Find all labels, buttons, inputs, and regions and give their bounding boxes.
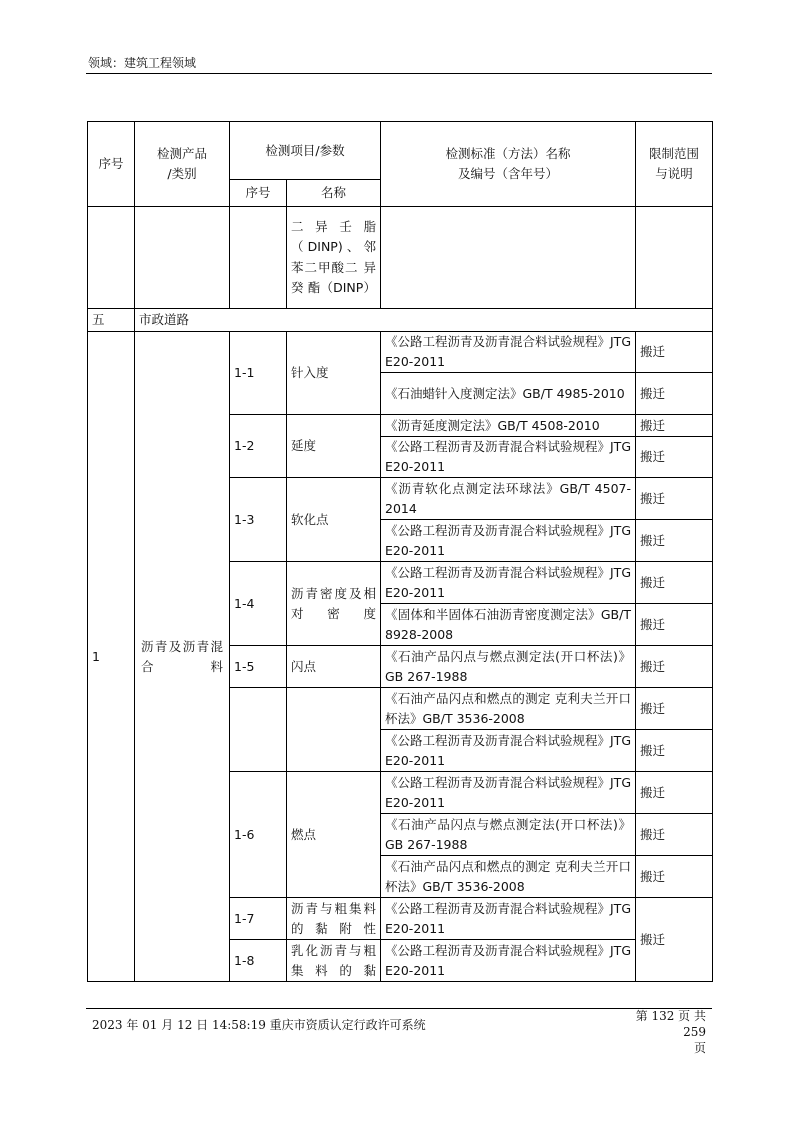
limit-cell: 搬迁 xyxy=(636,373,713,415)
item-name: 燃点 xyxy=(287,772,381,898)
item-code: 1-7 xyxy=(230,898,287,940)
item-code: 1-2 xyxy=(230,415,287,478)
item-name: 沥青密度及相对密度 xyxy=(287,562,381,646)
section-seq: 五 xyxy=(88,309,135,332)
item-code: 1-4 xyxy=(230,562,287,646)
page-number-line2: 页 xyxy=(693,1041,706,1055)
carryover-row xyxy=(88,207,713,309)
item-code: 1-1 xyxy=(230,332,287,415)
item-name: 乳化沥青与粗集料的黏 xyxy=(287,940,381,982)
standard-cell: 《公路工程沥青及沥青混合料试验规程》JTG E20-2011 xyxy=(381,437,636,478)
carryover-standard xyxy=(381,207,636,309)
item-code-cont xyxy=(230,688,287,772)
item-code: 1-3 xyxy=(230,478,287,562)
item-code: 1-8 xyxy=(230,940,287,982)
item-name: 沥青与粗集料的黏附性 xyxy=(287,898,381,940)
standard-cell: 《公路工程沥青及沥青混合料试验规程》JTG E20-2011 xyxy=(381,898,636,940)
page-number xyxy=(612,1008,706,1056)
limit-cell: 搬迁 xyxy=(636,898,713,982)
item-name: 针入度 xyxy=(287,332,381,415)
item-name: 软化点 xyxy=(287,478,381,562)
test-standards-table xyxy=(87,121,713,982)
header-item-seq: 序号 xyxy=(230,180,287,207)
limit-cell: 搬迁 xyxy=(636,856,713,898)
standard-cell: 《石油蜡针入度测定法》GB/T 4985-2010 xyxy=(381,373,636,415)
standard-cell: 《沥青延度测定法》GB/T 4508-2010 xyxy=(381,415,636,437)
carryover-limit xyxy=(636,207,713,309)
header-product: 检测产品 /类别 xyxy=(135,122,230,207)
standard-cell: 《公路工程沥青及沥青混合料试验规程》JTG E20-2011 xyxy=(381,332,636,373)
standard-cell: 《公路工程沥青及沥青混合料试验规程》JTG E20-2011 xyxy=(381,562,636,604)
limit-cell: 搬迁 xyxy=(636,520,713,562)
carryover-item-name: 二 异 壬 脂（DINP)、邻苯二甲酸二 异 癸 酯（DINP） xyxy=(287,207,381,309)
limit-cell: 搬迁 xyxy=(636,437,713,478)
item-code: 1-6 xyxy=(230,772,287,898)
limit-cell: 搬迁 xyxy=(636,646,713,688)
header-limit: 限制范围 与说明 xyxy=(636,122,713,207)
header-row-1 xyxy=(88,122,713,180)
page-number-line1: 第 132 页 共 259 xyxy=(635,1009,706,1039)
standard-cell: 《公路工程沥青及沥青混合料试验规程》JTG E20-2011 xyxy=(381,772,636,814)
limit-cell: 搬迁 xyxy=(636,562,713,604)
limit-cell: 搬迁 xyxy=(636,604,713,646)
carryover-product xyxy=(135,207,230,309)
item-name-cont xyxy=(287,688,381,772)
item-code: 1-5 xyxy=(230,646,287,688)
standard-cell: 《石油产品闪点与燃点测定法(开口杯法)》GB 267-1988 xyxy=(381,814,636,856)
table-row xyxy=(88,332,713,373)
header-rule xyxy=(86,73,712,74)
standard-cell: 《沥青软化点测定法环球法》GB/T 4507-2014 xyxy=(381,478,636,520)
group-seq: 1 xyxy=(88,332,135,982)
standard-cell: 《固体和半固体石油沥青密度测定法》GB/T 8928-2008 xyxy=(381,604,636,646)
limit-cell: 搬迁 xyxy=(636,688,713,730)
section-title: 市政道路 xyxy=(135,309,713,332)
section-row xyxy=(88,309,713,332)
footer-timestamp: 2023 年 01 月 12 日 14:58:19 重庆市资质认定行政许可系统 xyxy=(92,1018,426,1032)
limit-cell: 搬迁 xyxy=(636,478,713,520)
header-seq: 序号 xyxy=(88,122,135,207)
header-item-name: 名称 xyxy=(287,180,381,207)
standard-cell: 《石油产品闪点与燃点测定法(开口杯法)》GB 267-1988 xyxy=(381,646,636,688)
limit-cell: 搬迁 xyxy=(636,332,713,373)
standard-cell: 《公路工程沥青及沥青混合料试验规程》JTG E20-2011 xyxy=(381,520,636,562)
standard-cell: 《公路工程沥青及沥青混合料试验规程》JTG E20-2011 xyxy=(381,940,636,982)
item-name: 闪点 xyxy=(287,646,381,688)
standard-cell: 《公路工程沥青及沥青混合料试验规程》JTG E20-2011 xyxy=(381,730,636,772)
standard-cell: 《石油产品闪点和燃点的测定 克利夫兰开口杯法》GB/T 3536-2008 xyxy=(381,688,636,730)
carryover-seq xyxy=(88,207,135,309)
limit-cell: 搬迁 xyxy=(636,814,713,856)
limit-cell: 搬迁 xyxy=(636,772,713,814)
standard-cell: 《石油产品闪点和燃点的测定 克利夫兰开口杯法》GB/T 3536-2008 xyxy=(381,856,636,898)
domain-header: 领域：建筑工程领域 xyxy=(88,56,197,70)
limit-cell: 搬迁 xyxy=(636,415,713,437)
header-standard: 检测标准（方法）名称 及编号（含年号） xyxy=(381,122,636,207)
group-product: 沥青及沥青混合料 xyxy=(135,332,230,982)
carryover-item-seq xyxy=(230,207,287,309)
limit-cell: 搬迁 xyxy=(636,730,713,772)
header-item-group: 检测项目/参数 xyxy=(230,122,381,180)
item-name: 延度 xyxy=(287,415,381,478)
